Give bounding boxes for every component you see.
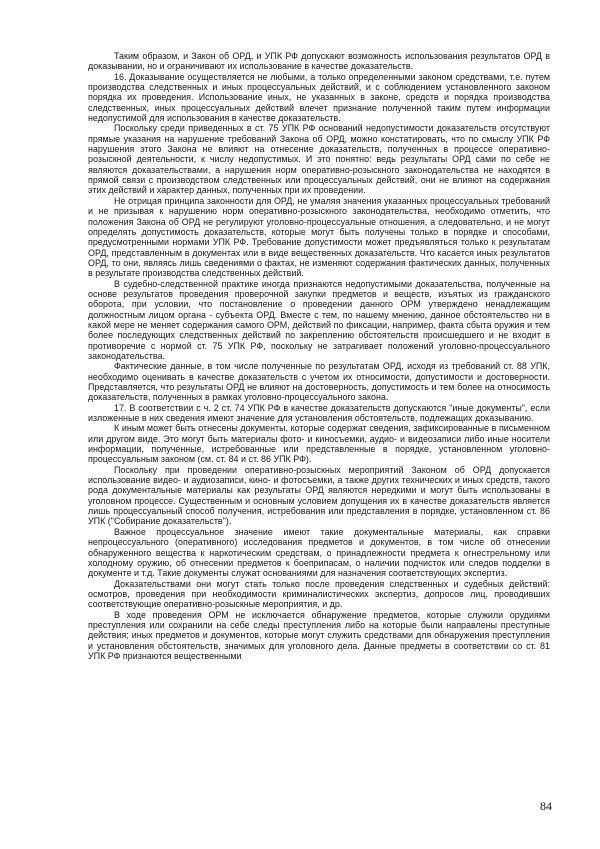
paragraph: Доказательствами они могут стать только после проведения следственных и судебных действий: осмотров, проведения при необходимости криминалистических экспертиз, допросов лиц, проводивших соответствующие оперативно-розыскные мероприятия, и др.: [88, 578, 550, 610]
paragraph: В судебно-следственной практике иногда признаются недопустимыми доказательства, полученные на основе результатов проведения проверочной закупки предметов и веществ, изъятых из гражданского оборота, при условии, что постановление о проведении данного ОРМ утверждено ненадлежащим должностным лицом органа - субъекта ОРД. Вместе с тем, по нашему мнению, данное обстоятельство ни в какой мере не меняет содержания самого ОРМ, действий по фиксации, например, факта сбыта оружия и тем более последующих следственных действий по закреплению обстоятельств происшедшего и не входит в противоречие с нормой ст. 75 УПК РФ, поскольку не затрагивает положений уголовно-процессуального законодательства.: [88, 278, 550, 361]
paragraph: Не отрицая принципа законности для ОРД, не умаляя значения указанных процессуальных требований и не призывая к нарушению норм оперативно-розыскного законодательства, необходимо отметить, что положения Закона об ОРД не регулируют уголовно-процессуальные отношения, а следовательно, и не могут определять допустимость доказательств, которые могут быть получены только в порядке и способами, предусмотренными нормами УПК РФ. Требование допустимости может предъявляться только к результатам ОРД, представленным в документах или в виде вещественных доказательств. Что касается иных результатов ОРД, то они, являясь лишь сведениями о фактах, не изменяют содержания фактических данных, полученных в результате производства следственных действий.: [88, 195, 550, 279]
page-number: 84: [540, 799, 552, 813]
body-text: [88, 51, 550, 661]
paragraph: Фактические данные, в том числе полученные по результатам ОРД, исходя из требований ст. 88 УПК, необходимо оценивать в качестве доказательств с учетом их относимости, допустимости и достоверности. Представляется, что результаты ОРД не влияют на достоверность, допустимость и тем более на относимость доказательств, полученных в рамках уголовно-процессуального закона.: [88, 361, 550, 403]
paragraph: К иным может быть отнесены документы, которые содержат сведения, зафиксированные в письменном или другом виде. Это могут быть материалы фото- и киносъемки, аудио- и видеозаписи либо иные носители информации, полученные, истребованные или представленные в порядке, установленном уголовно-процессуальным законом (см. ст. 84 и ст. 86 УПК РФ).: [88, 423, 550, 465]
paragraph: Поскольку при проведении оперативно-розыскных мероприятий Законом об ОРД допускается использование видео- и аудиозаписи, кино- и фотосъемки, а также других технических и иных средств, такого рода документальные материалы как результаты ОРД являются нередкими и могут быть использованы в уголовном процессе. Существенным и основным условием допущения их в качестве доказательств является лишь процессуальный способ получения, истребования или представления в порядке, установленном ст. 86 УПК ("Собирание доказательств").: [88, 464, 550, 527]
paragraph: В ходе проведения ОРМ не исключается обнаружение предметов, которые служили орудиями преступления или сохранили на себе следы преступления либо на которые были направлены преступные действия; иных предметов и документов, которые могут служить средствами для обнаружения преступления и установления обстоятельств, значимых для уголовного дела. Данные предметы в соответствии со ст. 81 УПК РФ признаются вещественными: [88, 609, 550, 661]
paragraph: Важное процессуальное значение имеют такие документальные материалы, как справки непроцессуального (оперативного) исследования предметов и документов, в том числе об отнесении обнаруженного вещества к наркотическим средствам, о принадлежности предмета к огнестрельному или холодному оружию, об отнесении предметов к боеприпасам, о наличии подчисток или следов подделки в документе и т.д. Такие документы служат основаниями для назначения соответствующих экспертиз.: [88, 526, 550, 579]
paragraph: Поскольку среди приведенных в ст. 75 УПК РФ оснований недопустимости доказательств отсутствуют прямые указания на нарушение требований Закона об ОРД, можно констатировать, что по смыслу УПК РФ нарушения этого Закона не влияют на отнесение доказательств, полученных в процессе оперативно-розыскной деятельности, к числу недопустимых. И это понятно: ведь результаты ОРД сами по себе не являются доказательствами, а нарушения норм оперативно-розыскного законодательства не находятся в прямой связи с производством следственных или процессуальных действий, они не влияют на содержания этих действий и характер данных, полученных при их проведении.: [88, 123, 550, 196]
paragraph: 17. В соответствии с ч. 2 ст. 74 УПК РФ в качестве доказательств допускаются "иные документы", если изложенные в них сведения имеют значение для установления обстоятельств, подлежащих доказыванию.: [88, 402, 550, 424]
paragraph: 16. Доказывание осуществляется не любыми, а только определенными законом средствами, т.е. путем производства следственных и иных процессуальных действий, и с соблюдением установленного законом порядка их проведения. Использование иных, не указанных в законе, средств и порядка производства следственных, иных процессуальных действий влечет признание полученной таким путем информации недопустимой для использования в качестве доказательств.: [88, 71, 550, 124]
paragraph: Таким образом, и Закон об ОРД, и УПК РФ допускают возможность использования результатов ОРД в доказывании, но и ограничивают их использование в качестве доказательств.: [88, 51, 550, 72]
